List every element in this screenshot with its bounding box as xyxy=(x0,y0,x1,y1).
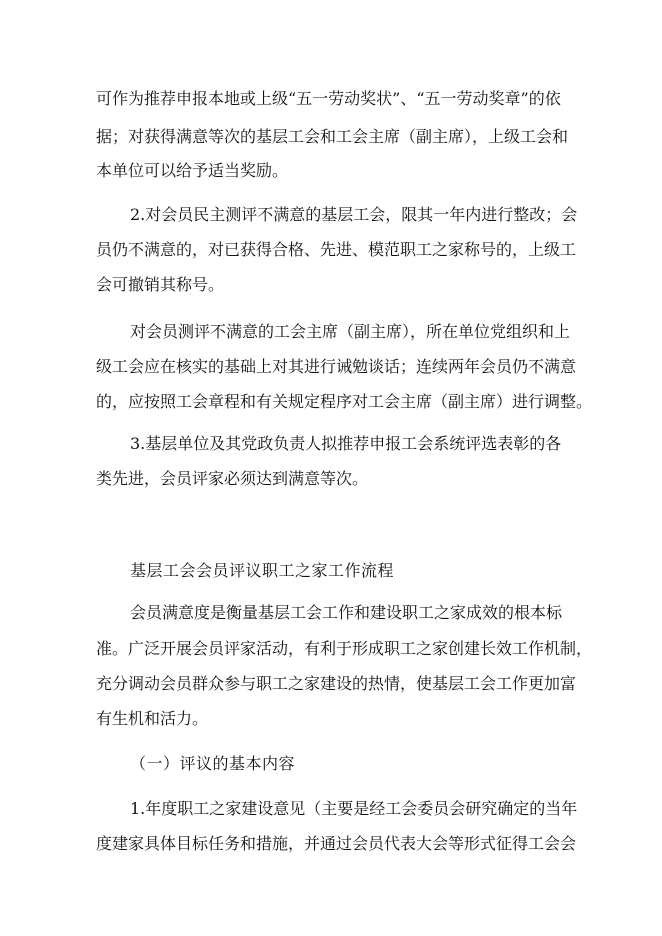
paragraph-2-line-3: 会可撤销其称号。 xyxy=(96,275,225,294)
item-1-line-1: 1.年度职工之家建设意见（主要是经工会委员会研究确定的当年 xyxy=(130,799,578,818)
paragraph-4-line-2: 类先进，会员评家必须达到满意等次。 xyxy=(96,469,369,488)
paragraph-3-line-3: 的，应按照工会章程和有关规定程序对工会主席（副主席）进行调整。 xyxy=(96,392,593,411)
item-1-line-2: 度建家具体目标任务和措施，并通过会员代表大会等形式征得工会会 xyxy=(96,834,577,853)
paragraph-1-line-2: 据；对获得满意等次的基层工会和工会主席（副主席），上级工会和 xyxy=(96,127,569,146)
paragraph-4-line-1: 3.基层单位及其党政负责人拟推荐申报工会系统评选表彰的各 xyxy=(130,434,562,453)
paragraph-1-line-1: 可作为推荐申报本地或上级“五一劳动奖状”、“五一劳动奖章”的依 xyxy=(96,89,561,108)
intro-line-2: 准。广泛开展会员评家活动，有利于形成职工之家创建长效工作机制， xyxy=(96,639,593,658)
intro-line-3: 充分调动会员群众参与职工之家建设的热情，使基层工会工作更加富 xyxy=(96,674,577,693)
paragraph-2-line-2: 员仍不满意的，对已获得合格、先进、模范职工之家称号的，上级工 xyxy=(96,240,577,259)
paragraph-1-line-3: 本单位可以给予适当奖励。 xyxy=(96,161,289,180)
intro-line-4: 有生机和活力。 xyxy=(96,709,209,728)
paragraph-3-line-1: 对会员测评不满意的工会主席（副主席），所在单位党组织和上 xyxy=(130,322,571,341)
section-heading: 基层工会会员评议职工之家工作流程 xyxy=(130,561,395,580)
intro-line-1: 会员满意度是衡量基层工会工作和建设职工之家成效的根本标 xyxy=(130,603,563,622)
subsection-heading: （一）评议的基本内容 xyxy=(130,754,296,773)
paragraph-3-line-2: 级工会应在核实的基础上对其进行诫勉谈话；连续两年会员仍不满意 xyxy=(96,357,577,376)
paragraph-2-line-1: 2.对会员民主测评不满意的基层工会，限其一年内进行整改；会 xyxy=(130,205,578,224)
